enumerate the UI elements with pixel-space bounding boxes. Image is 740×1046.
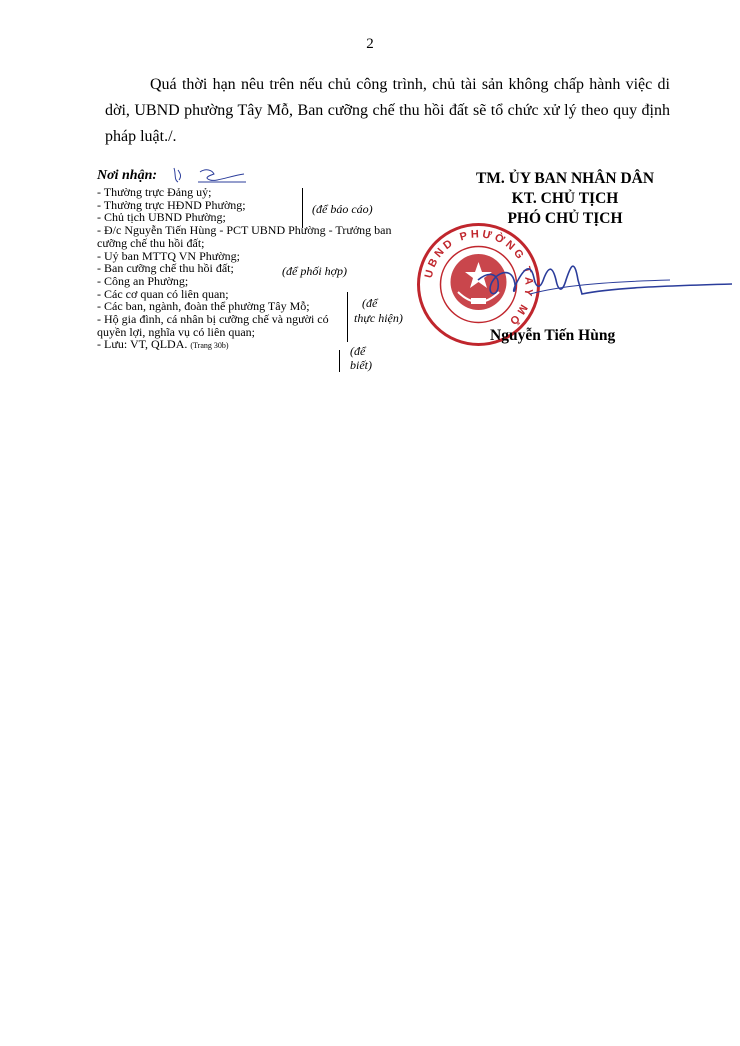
- bracket-report: [302, 188, 303, 228]
- recipient-item: - Thường trực HĐND Phường;: [97, 197, 246, 212]
- note-coordinate: (để phối hợp): [282, 264, 348, 278]
- note-inform-2: biết): [350, 358, 372, 372]
- bracket-inform: [339, 350, 340, 372]
- note-report: (để báo cáo): [312, 202, 373, 216]
- recipient-item: - Chủ tịch UBND Phường;: [97, 210, 226, 225]
- archive-label: - Lưu: VT, QLDA.: [97, 337, 188, 352]
- recipient-item: - Thường trực Đảng uỷ;: [97, 185, 212, 199]
- signature-title-1: TM. ỦY BAN NHÂN DÂN: [475, 170, 655, 187]
- recipient-item: - Công an Phường;: [97, 273, 189, 288]
- page-number: 2: [366, 36, 374, 52]
- recipient-item: - Các cơ quan có liên quan;: [97, 286, 229, 301]
- signature-title-3: PHÓ CHỦ TỊCH: [507, 210, 623, 227]
- bracket-execute: [347, 292, 348, 342]
- handwritten-signature: [470, 250, 735, 310]
- recipient-item: - Các ban, ngành, đoàn thể phường Tây Mỗ;: [97, 299, 310, 314]
- recipient-item: - Hộ gia đình, cá nhân bị cưỡng chế và người có quyền lợi, nghĩa vụ có liên quan;: [97, 312, 329, 339]
- recipient-item: [97, 338, 417, 353]
- recipient-item: - Ban cưỡng chế thu hồi đất;: [97, 261, 234, 276]
- note-execute-2: thực hiện): [354, 311, 403, 325]
- initials-mark: [170, 164, 250, 186]
- recipients-heading: Nơi nhận:: [97, 168, 158, 183]
- stamp-text: UBND PHƯỜNG TÂY MỖ: [422, 228, 535, 329]
- note-inform-1: (để: [350, 344, 366, 358]
- archive-note: (Trang 30b): [190, 341, 229, 351]
- signer-name: Nguyễn Tiến Hùng: [490, 327, 616, 344]
- signature-title-2: KT. CHỦ TỊCH: [511, 190, 619, 207]
- recipient-item: - Uỷ ban MTTQ VN Phường;: [97, 248, 240, 263]
- body-paragraph: Quá thời hạn nêu trên nếu chủ công trình, chủ tài sản không chấp hành việc di dời, UBND phường Tây Mỗ, Ban cưỡng chế thu hồi đất sẽ tổ chức xử lý theo quy định pháp luật./.: [105, 76, 670, 145]
- note-execute-1: (để: [362, 296, 378, 310]
- recipient-item: - Đ/c Nguyễn Tiến Hùng - PCT UBND Phường - Trưởng ban cưỡng chế thu hồi đất;: [97, 223, 392, 250]
